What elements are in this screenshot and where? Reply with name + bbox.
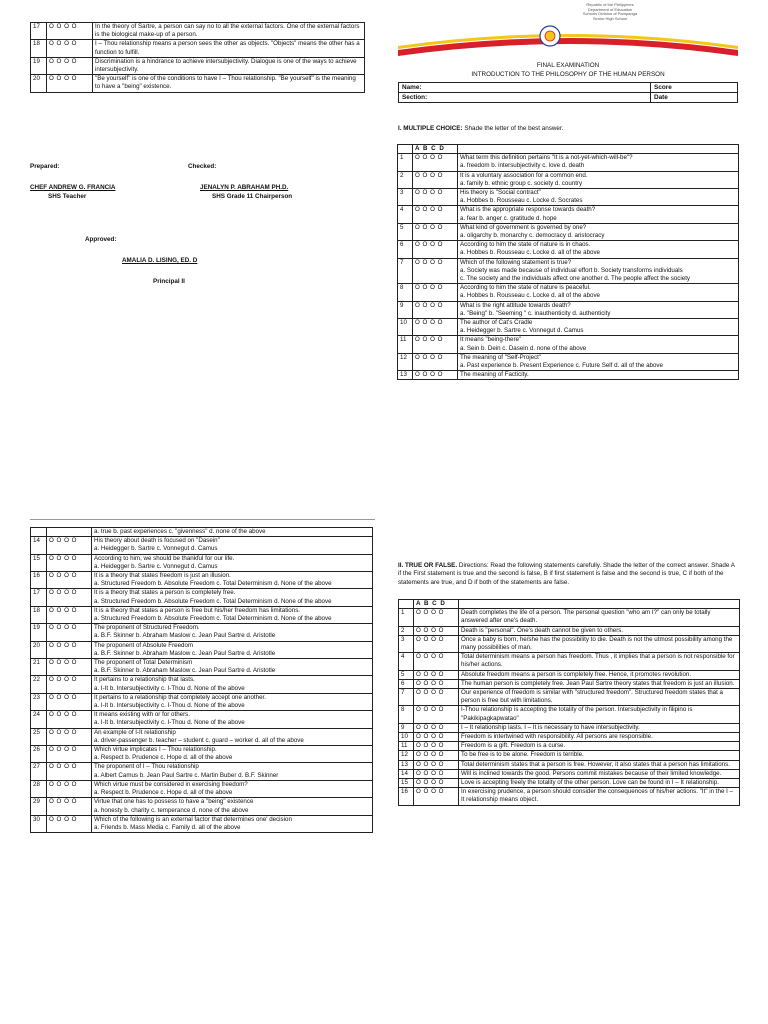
question-text: Total determinism means a person has freedom. Thus , it implies that a person is not responsible for his/her actions.: [459, 653, 740, 670]
approver-name: AMALIA D. LISING, ED. D: [122, 257, 198, 264]
header-cell: [459, 600, 740, 609]
question-number: 18: [31, 40, 47, 57]
answer-bubbles[interactable]: O O O O: [414, 769, 459, 778]
answer-bubbles[interactable]: O O O O: [47, 589, 92, 606]
answer-bubbles[interactable]: O O O O: [414, 733, 459, 742]
question-number: 5: [398, 223, 413, 240]
question-text: The human person is completely free. Jean Paul Sartre theory states that freedom is just an illusion.: [459, 679, 740, 688]
agency-line: Schools Division of Pampanga: [582, 11, 638, 17]
question-row: [31, 780, 373, 797]
question-text: It is a theory that states freedom is just an illusion. a. Structured Freedom b. Absolute Freedom c. Total Determinism d. None of the above: [92, 572, 373, 589]
question-row: [399, 723, 740, 732]
answer-bubbles[interactable]: O O O O: [47, 728, 92, 745]
question-text: Discrimination is a hindrance to achieve intersubjectivity. Dialogue is one of the ways to achieve intersubjectivity.: [93, 57, 365, 74]
question-text: The proponent of Structured Freedom. a. B.F. Skinner b. Abraham Maslow c. Jean Paul Sartre d. Aristotle: [92, 624, 373, 641]
answer-bubbles[interactable]: O O O O: [413, 371, 458, 380]
question-number: 10: [399, 733, 414, 742]
part2-text: Directions: Read the following statements carefully. Shade the letter of the correct answer. Shade A if the First statement is true and the second is false, B if first statement is false and the second is true, C if both of the statements are true, and D if both of the statements are false.: [398, 562, 735, 586]
score-field[interactable]: Score: [651, 83, 738, 93]
question-number: 14: [399, 769, 414, 778]
question-number: 1: [398, 154, 413, 171]
deped-header-banner: [398, 22, 738, 58]
question-number: 7: [398, 258, 413, 284]
header-cell: [399, 600, 414, 609]
question-number: 7: [399, 689, 414, 706]
question-row: [31, 624, 373, 641]
question-row: [399, 653, 740, 670]
question-row: [399, 706, 740, 723]
date-field[interactable]: Date: [651, 93, 738, 103]
answer-bubbles[interactable]: O O O O: [413, 171, 458, 188]
question-text: The author of Cat's Cradle a. Heidegger b. Sartre c. Vonnegut d. Camus: [458, 319, 739, 336]
question-row: [31, 659, 373, 676]
answer-bubbles[interactable]: O O O O: [414, 679, 459, 688]
question-row: [399, 742, 740, 751]
question-text: In the theory of Sartre, a person can say no to all the external factors. One of the external factors is the biological make-up of a person.: [93, 23, 365, 40]
question-text: According to him the state of nature is in chaos. a. Hobbes b. Rousseau c. Locke d. all of the above: [458, 241, 739, 258]
question-number: 21: [31, 659, 47, 676]
question-row: [31, 75, 365, 92]
question-number: 14: [31, 537, 47, 554]
answer-bubbles[interactable]: [47, 528, 92, 537]
question-row: [399, 670, 740, 679]
question-text: What term this definition pertains "It is a not-yet-which-will-be"? a. freedom b. intersubjectivity c. love d. death: [458, 154, 739, 171]
question-number: 20: [31, 75, 47, 92]
question-number: 25: [31, 728, 47, 745]
preparer-name: CHEF ANDREW G. FRANCIA: [30, 184, 116, 191]
answer-bubbles[interactable]: O O O O: [414, 653, 459, 670]
question-text: Freedom is a gift. Freedom is a curse.: [459, 742, 740, 751]
question-text: Which virtue must be considered in exercising freedom? a. Respect b. Prudence c. Hope d. all of the above: [92, 780, 373, 797]
exam-title: FINAL EXAMINATION: [536, 62, 600, 69]
answer-bubbles[interactable]: O O O O: [413, 301, 458, 318]
page-divider: [30, 519, 375, 520]
question-text: Will is inclined towards the good. Persons commit mistakes because of their limited knowledge.: [459, 769, 740, 778]
answer-bubbles[interactable]: O O O O: [47, 659, 92, 676]
answer-bubbles[interactable]: O O O O: [413, 241, 458, 258]
question-row: [31, 57, 365, 74]
question-row: [399, 635, 740, 652]
question-row: [399, 779, 740, 788]
question-row: [399, 609, 740, 626]
answer-bubbles[interactable]: O O O O: [47, 572, 92, 589]
question-text: Freedom is intertwined with responsibility. All persons are responsible.: [459, 733, 740, 742]
header-ribbon-graphic: [398, 22, 738, 58]
answer-bubbles[interactable]: O O O O: [413, 206, 458, 223]
question-row: [398, 241, 739, 258]
question-number: 2: [399, 626, 414, 635]
question-number: 3: [398, 189, 413, 206]
question-text: What is the appropriate response towards death? a. fear b. anger c. gratitude d. hope: [458, 206, 739, 223]
question-row: [399, 689, 740, 706]
agency-line: Department of Education: [587, 6, 633, 12]
question-text: Love is accepting freely the totality of the other person. Love can be found in I – It relationship.: [459, 779, 740, 788]
question-number: 16: [399, 788, 414, 805]
answer-bubbles[interactable]: O O O O: [414, 723, 459, 732]
approved-label: Approved:: [85, 236, 117, 243]
question-text: According to him the state of nature is peaceful. a. Hobbes b. Rousseau c. Locke d. all of the above: [458, 284, 739, 301]
question-row: [31, 815, 373, 832]
answer-bubbles[interactable]: O O O O: [47, 75, 93, 92]
checked-label: Checked:: [188, 163, 217, 170]
question-text: Once a baby is born, he/she has the possibility to die. Death is not the utmost possibility among the many possibilities of man.: [459, 635, 740, 652]
header-cell: [398, 145, 413, 154]
answer-bubbles[interactable]: O O O O: [47, 711, 92, 728]
answer-bubbles[interactable]: O O O O: [414, 706, 459, 723]
answer-bubbles[interactable]: O O O O: [47, 693, 92, 710]
question-text: It is a voluntary association for a common end. a. family b. ethnic group c. society d. country: [458, 171, 739, 188]
question-text: The proponent of Total Determinism a. B.F. Skinner b. Abraham Maslow c. Jean Paul Sartre d. Aristotle: [92, 659, 373, 676]
answer-bubbles[interactable]: O O O O: [47, 57, 93, 74]
question-text: It means existing with or for others. a. I-It b. Intersubjectivity c. I-Thou d. None of the above: [92, 711, 373, 728]
question-row: [398, 319, 739, 336]
question-number: 19: [31, 624, 47, 641]
answer-bubbles[interactable]: O O O O: [47, 554, 92, 571]
question-text: The proponent of Absolute Freedom a. B.F. Skinner b. Abraham Maslow c. Jean Paul Sartre d. Aristotle: [92, 641, 373, 658]
question-row: [398, 371, 739, 380]
agency-lines: [540, 3, 680, 21]
question-text: Which of the following statement is true? a. Society was made because of individual effort b. Society transforms individuals c. The society and the individuals affect one another d. The people affect the society: [458, 258, 739, 284]
prepared-label: Prepared:: [30, 163, 60, 170]
question-row: [398, 258, 739, 284]
question-row: [31, 572, 373, 589]
question-text: I-Thou relationship is accepting the totality of the person. Intersubjectivity in filipino is "Pakikipagkapwatao": [459, 706, 740, 723]
answer-bubbles[interactable]: O O O O: [47, 606, 92, 623]
question-row: [399, 733, 740, 742]
question-text: The meaning of Facticity.: [458, 371, 739, 380]
question-number: 6: [399, 679, 414, 688]
answer-bubbles[interactable]: O O O O: [414, 779, 459, 788]
checker-title: SHS Grade 11 Chairperson: [212, 193, 293, 200]
question-text: Total determinism states that a person is free. However, it also states that a person has limitations.: [459, 760, 740, 769]
answer-bubbles[interactable]: O O O O: [414, 670, 459, 679]
question-number: 9: [399, 723, 414, 732]
question-number: 2: [398, 171, 413, 188]
choice-header: A B C D: [414, 600, 459, 609]
question-text: It pertains to a relationship that lasts. a. I-It b. Intersubjectivity c. I-Thou d. None of the above: [92, 676, 373, 693]
question-row: [398, 336, 739, 353]
question-text: "Be yourself" is one of the conditions to have I – Thou relationship. "Be yourself" is the meaning to have a "being" existence.: [93, 75, 365, 92]
question-number: 12: [399, 751, 414, 760]
answer-bubbles[interactable]: O O O O: [414, 689, 459, 706]
question-row: [399, 769, 740, 778]
question-number: 6: [398, 241, 413, 258]
question-row: [31, 763, 373, 780]
question-text: Virtue that one has to possess to have a "being" existence a. honesty b. charity c. temperance d. none of the above: [92, 798, 373, 815]
question-text: Which virtue implicates I – Thou relationship. a. Respect b. Prudence c. Hope d. all of the above: [92, 746, 373, 763]
question-number: 9: [398, 301, 413, 318]
question-text: His theory is "Social contract" a. Hobbes b. Rousseau c. Locke d. Socrates: [458, 189, 739, 206]
preparer-title: SHS Teacher: [48, 193, 87, 200]
answer-bubbles[interactable]: O O O O: [413, 336, 458, 353]
part1-label: I. MULTIPLE CHOICE:: [398, 125, 463, 132]
question-row: [31, 537, 373, 554]
question-row: [31, 728, 373, 745]
part2-label: II. TRUE OR FALSE.: [398, 562, 458, 569]
answer-bubbles[interactable]: O O O O: [414, 760, 459, 769]
question-text: I – It relationship lasts. I – It is necessary to have intersubjectivity.: [459, 723, 740, 732]
question-number: 19: [31, 57, 47, 74]
question-number: 24: [31, 711, 47, 728]
answer-bubbles[interactable]: O O O O: [414, 788, 459, 805]
part2-instruction: [398, 562, 738, 587]
question-text: a. true b. past experiences c. "givenness" d. none of the above: [92, 528, 373, 537]
question-text: What kind of government is governed by one? a. oligarchy b. monarchy c. democracy d. aristocracy: [458, 223, 739, 240]
subject-title: INTRODUCTION TO THE PHILOSOPHY OF THE HUMAN PERSON: [471, 71, 665, 78]
answer-bubbles[interactable]: O O O O: [414, 635, 459, 652]
answer-bubbles[interactable]: O O O O: [47, 40, 93, 57]
question-number: 11: [399, 742, 414, 751]
answer-bubbles[interactable]: O O O O: [413, 258, 458, 284]
answer-bubbles[interactable]: O O O O: [47, 780, 92, 797]
question-row: [398, 284, 739, 301]
answer-bubbles[interactable]: O O O O: [47, 23, 93, 40]
question-number: 8: [399, 706, 414, 723]
question-text: I – Thou relationship means a person sees the other as objects. "Objects" means the other has a function to fulfill.: [93, 40, 365, 57]
question-row: [31, 676, 373, 693]
question-number: 16: [31, 572, 47, 589]
answer-bubbles[interactable]: O O O O: [47, 624, 92, 641]
question-number: 20: [31, 641, 47, 658]
question-number: 3: [399, 635, 414, 652]
question-text: In exercising prudence, a person should consider the consequences of his/her actions. "It" in the I – It relationship means object.: [459, 788, 740, 805]
question-number: 18: [31, 606, 47, 623]
question-number: 26: [31, 746, 47, 763]
question-text: The meaning of "Self-Project" a. Past experience b. Present Experience c. Future Self d. all of the above: [458, 353, 739, 370]
approver-title: Principal II: [153, 278, 185, 285]
answer-bubbles[interactable]: O O O O: [47, 676, 92, 693]
question-row: [398, 206, 739, 223]
multiple-choice-continued-table: [30, 527, 373, 833]
true-false-continued-table: [30, 22, 365, 93]
question-row: [398, 301, 739, 318]
question-text: It pertains to a relationship that completely accept one another. a. I-It b. Intersubjectivity c. I-Thou d. None of the above: [92, 693, 373, 710]
answer-bubbles[interactable]: O O O O: [413, 284, 458, 301]
question-row: [398, 353, 739, 370]
question-number: 17: [31, 23, 47, 40]
question-row: [31, 641, 373, 658]
question-text: His theory about death is focused on "Dasein" a. Heidegger b. Sartre c. Vonnegut d. Camus: [92, 537, 373, 554]
question-number: 10: [398, 319, 413, 336]
question-text: According to him, we should be thankful for our life. a. Heidegger b. Sartre c. Vonnegut d. Camus: [92, 554, 373, 571]
answer-bubbles[interactable]: O O O O: [413, 319, 458, 336]
answer-bubbles[interactable]: O O O O: [413, 353, 458, 370]
part1-instruction: [398, 125, 738, 133]
question-text: Death completes the life of a person. The personal question "who am I?" can only be totally answered after one's death.: [459, 609, 740, 626]
answer-bubbles[interactable]: O O O O: [414, 742, 459, 751]
question-number: 4: [399, 653, 414, 670]
answer-bubbles[interactable]: O O O O: [47, 746, 92, 763]
question-row: [31, 40, 365, 57]
question-row: [31, 798, 373, 815]
question-row: [31, 554, 373, 571]
question-row: [398, 189, 739, 206]
question-number: 13: [398, 371, 413, 380]
question-number: 29: [31, 798, 47, 815]
checker-name: JENALYN P. ABRAHAM PH.D.: [200, 184, 289, 191]
answer-bubbles[interactable]: O O O O: [413, 154, 458, 171]
question-text: Death is "personal". One's death cannot be given to others.: [459, 626, 740, 635]
question-row: [399, 626, 740, 635]
question-number: 8: [398, 284, 413, 301]
question-text: Which of the following is an external factor that determines one' decision a. Friends b. Mass Media c. Family d. all of the above: [92, 815, 373, 832]
question-row: [31, 589, 373, 606]
section-field[interactable]: Section:: [399, 93, 651, 103]
true-or-false-table: [398, 599, 740, 806]
question-row: [399, 679, 740, 688]
answer-bubbles[interactable]: O O O O: [47, 798, 92, 815]
question-row: [399, 788, 740, 805]
agency-line: Republic of the Philippines: [586, 2, 634, 7]
answer-bubbles[interactable]: O O O O: [47, 537, 92, 554]
answer-bubbles[interactable]: O O O O: [414, 751, 459, 760]
multiple-choice-table: [397, 144, 739, 380]
question-number: 28: [31, 780, 47, 797]
question-text: An example of I-It relationship a. driver-passenger b. teacher – student c. guard – worker d. all of the above: [92, 728, 373, 745]
agency-line: Senior High School: [592, 15, 628, 21]
question-number: 17: [31, 589, 47, 606]
question-text: It is a theory that states a person is completely free. a. Structured Freedom b. Absolute Freedom c. Total Determinism d. None of the above: [92, 589, 373, 606]
question-row: [31, 693, 373, 710]
answer-bubbles[interactable]: O O O O: [413, 223, 458, 240]
question-number: 5: [399, 670, 414, 679]
question-row: [399, 760, 740, 769]
question-number: 30: [31, 815, 47, 832]
question-text: Our experience of freedom is similar with "structured freedom". Structured freedom states that a person is free but with limitations.: [459, 689, 740, 706]
part1-text: Shade the letter of the best answer.: [462, 125, 564, 132]
question-row: [31, 528, 373, 537]
question-number: 27: [31, 763, 47, 780]
answer-bubbles[interactable]: O O O O: [413, 189, 458, 206]
question-row: [31, 746, 373, 763]
question-number: 23: [31, 693, 47, 710]
question-text: The proponent of I – Thou relationship a. Albert Camus b. Jean Paul Sartre c. Martin Buber d. B.F. Skinner: [92, 763, 373, 780]
question-row: [398, 154, 739, 171]
choice-header: A B C D: [413, 145, 458, 154]
question-number: 15: [399, 779, 414, 788]
question-text: What is the right attitude towards death? a. "Being" b. "Seeming " c. inauthenticity d. authenticity: [458, 301, 739, 318]
question-number: 12: [398, 353, 413, 370]
question-number: [31, 528, 47, 537]
header-cell: [458, 145, 739, 154]
question-number: 4: [398, 206, 413, 223]
answer-bubbles[interactable]: O O O O: [414, 626, 459, 635]
question-number: 1: [399, 609, 414, 626]
answer-bubbles[interactable]: O O O O: [47, 815, 92, 832]
question-text: To be free is to be alone. Freedom is terrible.: [459, 751, 740, 760]
question-text: Absolute freedom means a person is completely free. Hence, it promotes revolution.: [459, 670, 740, 679]
question-row: [398, 223, 739, 240]
question-row: [398, 171, 739, 188]
answer-bubbles[interactable]: O O O O: [47, 763, 92, 780]
question-text: It means "being-there" a. Sein b. Dein c. Dasein d. none of the above: [458, 336, 739, 353]
name-field[interactable]: Name:: [399, 83, 651, 93]
question-number: 13: [399, 760, 414, 769]
answer-bubbles[interactable]: O O O O: [414, 609, 459, 626]
question-row: [31, 711, 373, 728]
question-text: It is a theory that states a person is free but his/her freedom has limitations. a. Structured Freedom b. Absolute Freedom c. Total Determinism d. None of the above: [92, 606, 373, 623]
answer-bubbles[interactable]: O O O O: [47, 641, 92, 658]
question-row: [399, 751, 740, 760]
question-row: [31, 606, 373, 623]
question-number: 15: [31, 554, 47, 571]
question-number: 11: [398, 336, 413, 353]
question-number: 22: [31, 676, 47, 693]
student-info-table: [398, 82, 738, 103]
question-row: [31, 23, 365, 40]
